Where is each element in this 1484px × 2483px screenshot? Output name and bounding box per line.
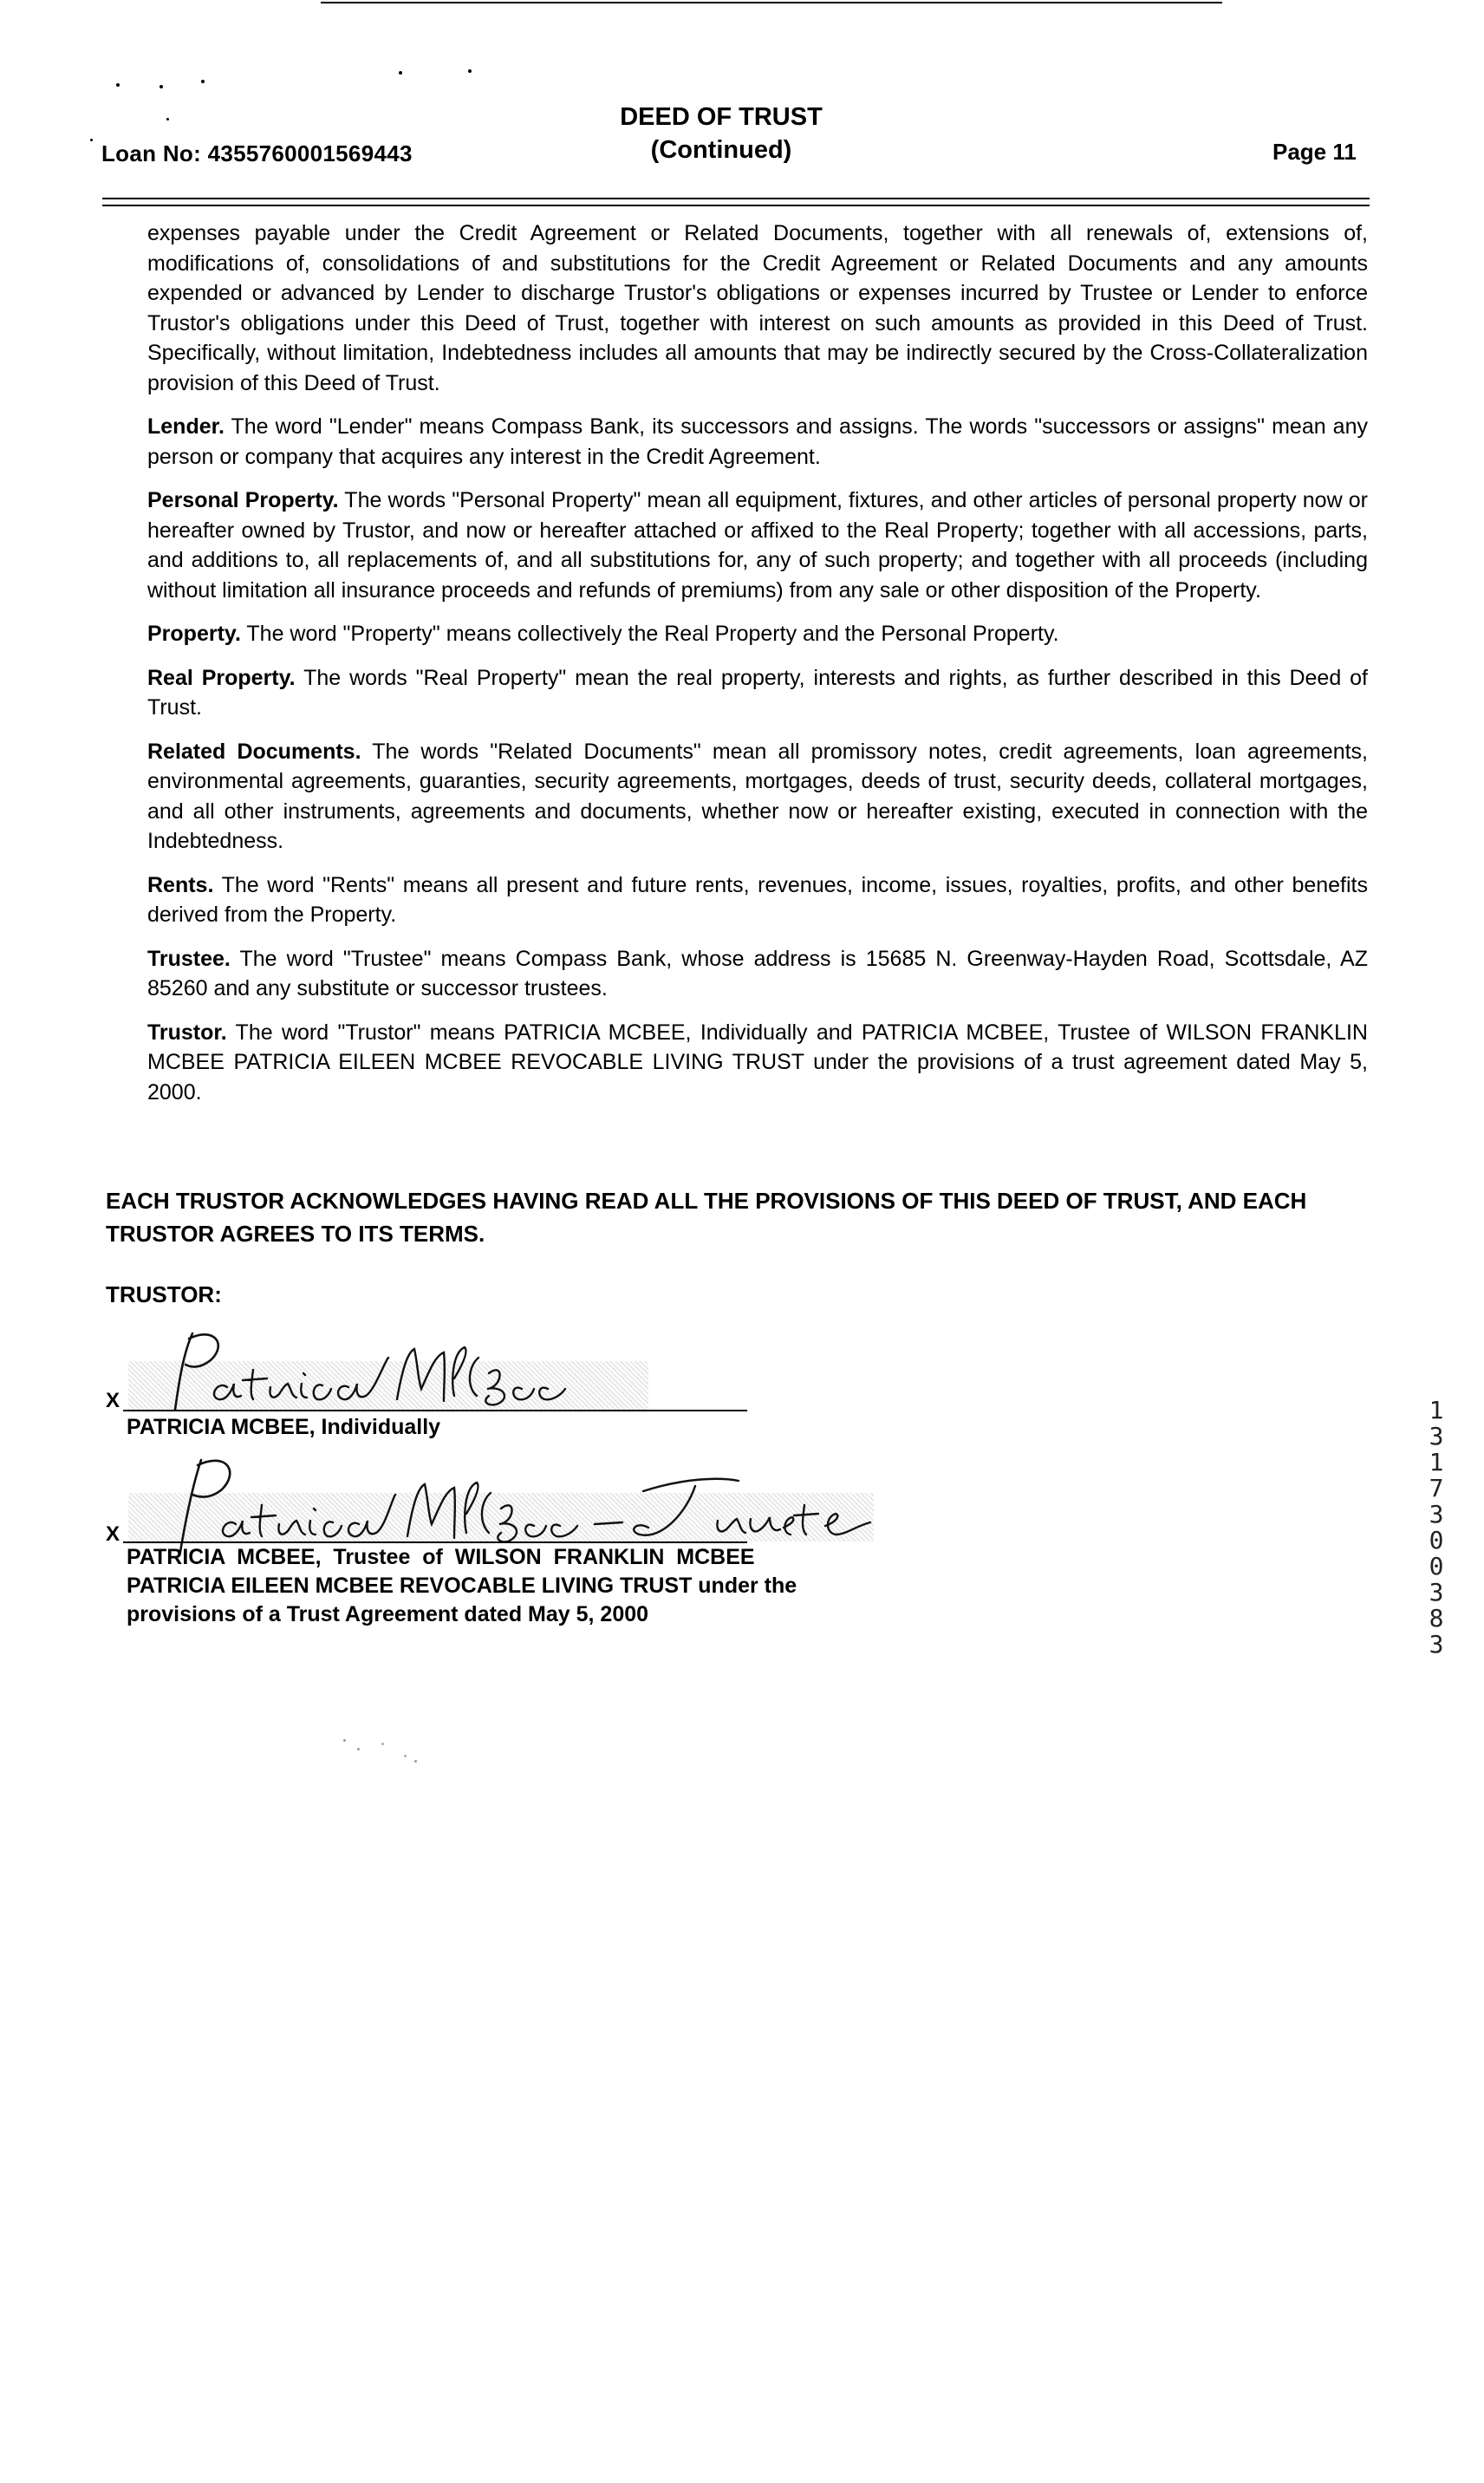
definition-text: The word "Rents" means all present and future rents, revenues, income, issues, royalties, profits, and other benefits derived from the Property. xyxy=(147,872,1368,927)
definition-text: The word "Trustee" means Compass Bank, whose address is 15685 N. Greenway-Hayden Road, Scottsdale, AZ 85260 and any substitute or successor trustees. xyxy=(147,946,1368,1000)
signer-name-individual: PATRICIA MCBEE, Individually xyxy=(127,1415,441,1439)
definition-paragraph xyxy=(147,1018,1368,1108)
definition-text: The words "Related Documents" mean all promissory notes, credit agreements, loan agreements, environmental agreements, guaranties, security agreements, mortgages, deeds of trust, security deeds, collateral mortgages, and all other instruments, agreements and documents, whether now or hereafter existing, executed in connection with the Indebtedness. xyxy=(147,739,1368,853)
header-rule-bottom xyxy=(102,205,1370,206)
scan-speck xyxy=(468,69,472,73)
scan-speck xyxy=(404,1755,407,1757)
loan-number: Loan No: 4355760001569443 xyxy=(101,140,413,166)
definition-paragraph xyxy=(147,870,1368,930)
definition-paragraph xyxy=(147,218,1368,398)
definition-term: Trustor. xyxy=(147,1020,227,1045)
definition-term: Trustee. xyxy=(147,946,231,971)
signature-block-individual xyxy=(106,1326,886,1448)
scan-speck xyxy=(414,1760,417,1763)
definition-term: Related Documents. xyxy=(147,739,361,764)
recording-number: 1317300383 xyxy=(1429,1396,1444,1659)
scan-speck xyxy=(343,1739,346,1742)
header-rule-top xyxy=(102,198,1370,199)
definition-paragraph xyxy=(147,619,1368,649)
document-title xyxy=(0,101,1463,166)
definitions-section xyxy=(147,218,1368,1121)
definition-text: The word "Property" means collectively the Real Property and the Personal Property. xyxy=(240,622,1059,646)
definition-text: expenses payable under the Credit Agreement or Related Documents, together with all renewals of, extensions of, modifications of, consolidations of and substitutions for the Credit Agreement or Related Documents and any amounts expended or advanced by Lender to discharge Trustor's obligations or expenses incurred by Trustee or Lender to enforce Trustor's obligations under this Deed of Trust, together with interest on such amounts as provided in this Deed of Trust. Specifically, without limitation, Indebtedness includes all amounts that may be indirectly secured by the Cross-Collateralization provision of this Deed of Trust. xyxy=(147,221,1368,395)
definition-paragraph xyxy=(147,737,1368,857)
scan-speck xyxy=(357,1748,360,1750)
page-number: Page 11 xyxy=(1272,139,1357,165)
definition-term: Personal Property. xyxy=(147,488,339,512)
definition-term: Property. xyxy=(147,622,241,646)
handwritten-signature-individual xyxy=(132,1326,652,1413)
signature-block-trustee xyxy=(106,1446,886,1646)
definition-term: Real Property. xyxy=(147,665,296,690)
definition-paragraph xyxy=(147,412,1368,472)
definition-paragraph xyxy=(147,944,1368,1004)
definition-text: The words "Personal Property" mean all equipment, fixtures, and other articles of personal property now or hereafter owned by Trustor, and now or hereafter attached or affixed to the Real Property; together with all accessions, parts, and additions to, all replacements of, and all substitutions for, any of such property; and together with all proceeds (including without limitation all insurance proceeds and refunds of premiums) from any sale or other disposition of the Property. xyxy=(147,488,1368,603)
definition-text: The words "Real Property" mean the real property, interests and rights, as further described in this Deed of Trust. xyxy=(147,665,1368,720)
handwritten-signature-trustee xyxy=(132,1451,877,1555)
signature-x-mark: X xyxy=(106,1389,120,1412)
title-subline: (Continued) xyxy=(650,136,792,164)
definition-paragraph xyxy=(147,486,1368,605)
scan-speck xyxy=(399,71,402,75)
top-edge-rule xyxy=(321,2,1222,3)
signer-name-trustee xyxy=(127,1543,797,1629)
signer-name-line: PATRICIA MCBEE, Trustee of WILSON FRANKLIN MCBEE xyxy=(127,1545,755,1569)
signature-x-mark: X xyxy=(106,1522,120,1546)
scan-speck xyxy=(159,85,163,88)
definition-term: Rents. xyxy=(147,872,214,897)
signer-name-line: PATRICIA EILEEN MCBEE REVOCABLE LIVING TRUST under the xyxy=(127,1574,797,1598)
definition-term: Lender. xyxy=(147,414,225,439)
scan-speck xyxy=(116,83,120,87)
trustor-heading: TRUSTOR: xyxy=(106,1281,222,1307)
scan-speck xyxy=(201,80,205,83)
title-line: DEED OF TRUST xyxy=(620,103,823,131)
definition-text: The word "Lender" means Compass Bank, its successors and assigns. The words "successors or assigns" mean any person or company that acquires any interest in the Credit Agreement. xyxy=(147,414,1368,469)
signature-line xyxy=(123,1410,747,1411)
definition-paragraph xyxy=(147,663,1368,723)
scan-speck xyxy=(381,1743,384,1745)
signer-name-line: provisions of a Trust Agreement dated May 5, 2000 xyxy=(127,1602,649,1626)
definition-text: The word "Trustor" means PATRICIA MCBEE, Individually and PATRICIA MCBEE, Trustee of WILSON FRANKLIN MCBEE PATRICIA EILEEN MCBEE REVOCABLE LIVING TRUST under the provisions of a trust agreement dated May 5, 2000. xyxy=(147,1020,1368,1105)
trustor-acknowledgment: EACH TRUSTOR ACKNOWLEDGES HAVING READ ALL THE PROVISIONS OF THIS DEED OF TRUST, AND EACH TRUSTOR AGREES TO ITS TERMS. xyxy=(106,1188,1307,1247)
